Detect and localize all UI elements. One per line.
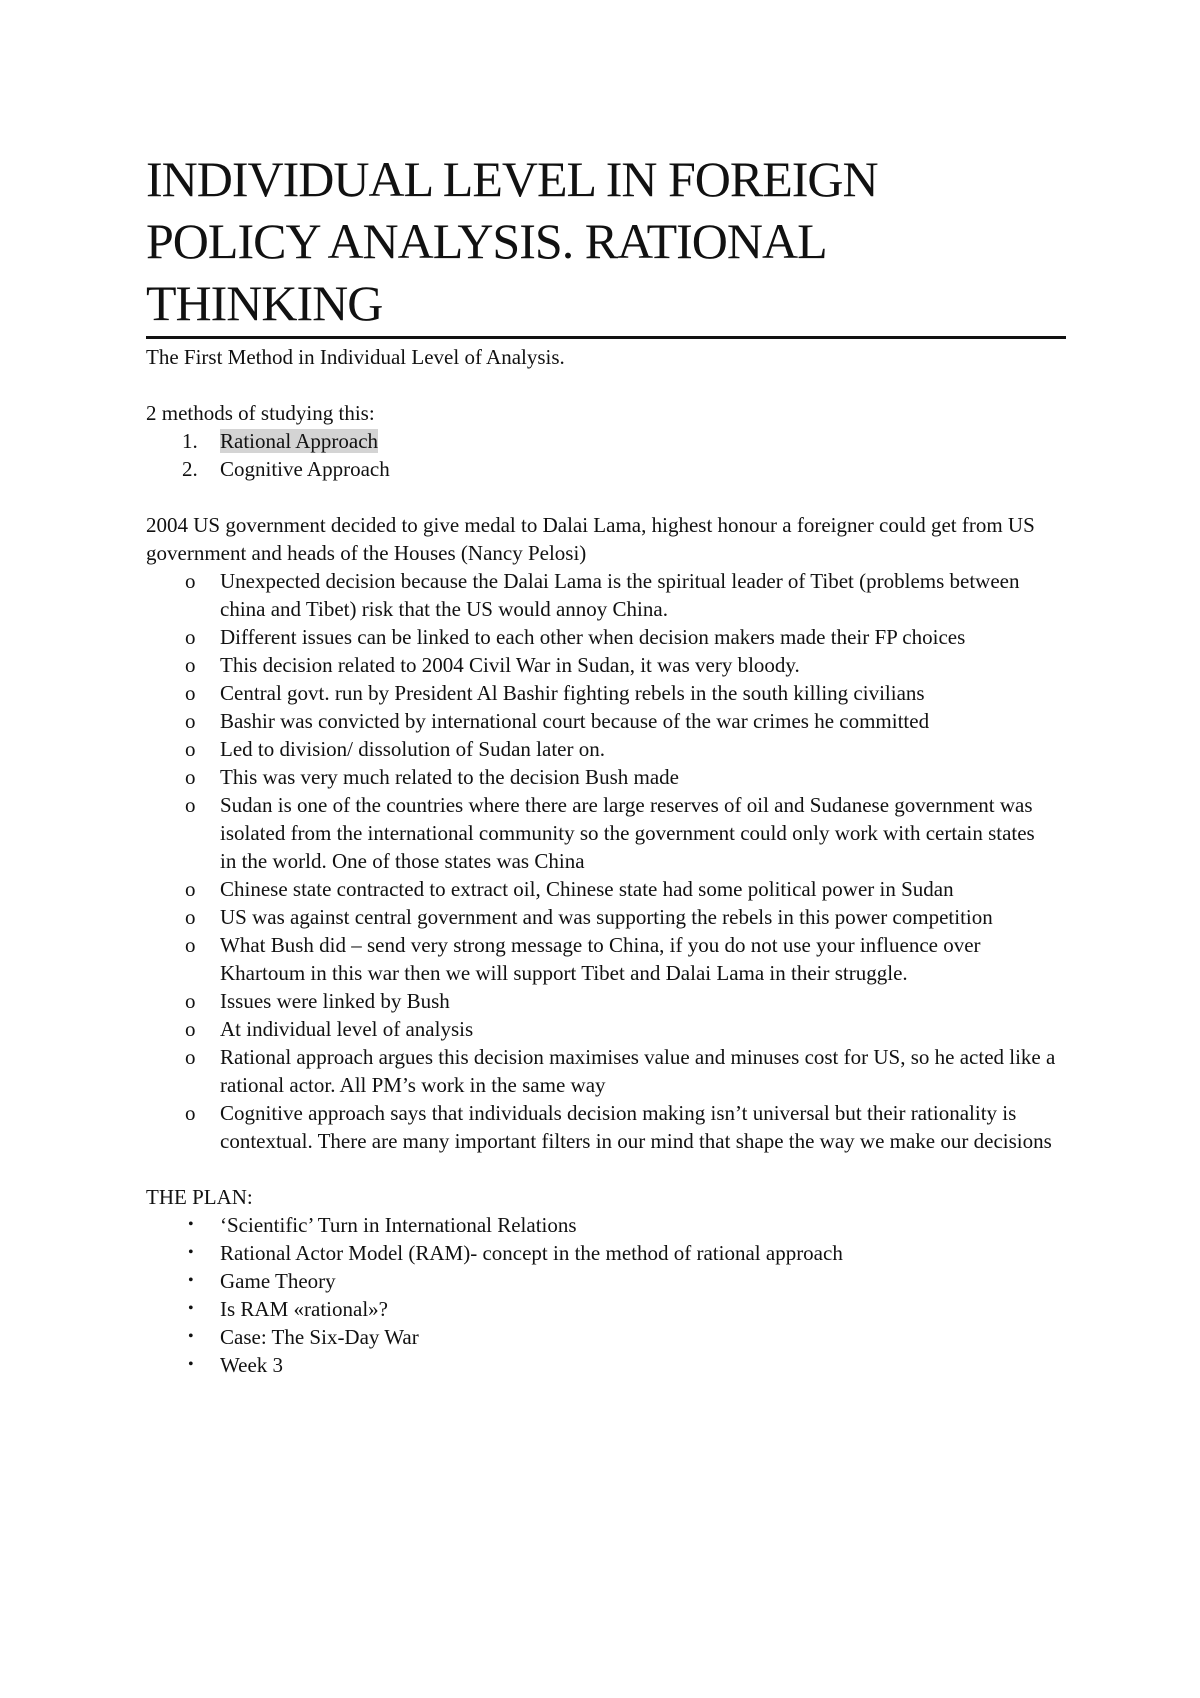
item-text: At individual level of analysis (220, 1017, 474, 1041)
item-text: Unexpected decision because the Dalai Lama is the spiritual leader of Tibet (problems between china and Tibet) risk that the US would annoy China. (220, 569, 1020, 621)
circle-bullet-icon: o (185, 877, 196, 901)
list-item (146, 567, 1066, 623)
plan-list (146, 1211, 1066, 1379)
item-text: US was against central government and was supporting the rebels in this power competition (220, 905, 993, 929)
subtitle: The First Method in Individual Level of Analysis. (146, 345, 565, 369)
document-page (146, 148, 1066, 1379)
circle-bullet-icon: o (185, 1101, 196, 1125)
list-item (146, 651, 1066, 679)
list-item (146, 455, 1066, 483)
title-line: INDIVIDUAL LEVEL IN FOREIGN (146, 151, 878, 207)
list-item (146, 735, 1066, 763)
item-text: Chinese state contracted to extract oil, Chinese state had some political power in Sudan (220, 877, 954, 901)
list-item (146, 987, 1066, 1015)
list-item (146, 903, 1066, 931)
list-item (146, 1015, 1066, 1043)
circle-bullet-icon: o (185, 653, 196, 677)
item-number: 1. (182, 429, 198, 453)
bullet-icon: • (188, 1356, 194, 1373)
list-item (146, 623, 1066, 651)
circle-bullet-icon: o (185, 933, 196, 957)
circle-bullet-icon: o (185, 1017, 196, 1041)
methods-intro: 2 methods of studying this: (146, 401, 375, 425)
circle-bullet-icon: o (185, 793, 196, 817)
circle-bullet-icon: o (185, 765, 196, 789)
circle-bullet-icon: o (185, 709, 196, 733)
spacer (146, 483, 1066, 511)
item-text: Different issues can be linked to each other when decision makers made their FP choices (220, 625, 966, 649)
list-item (146, 707, 1066, 735)
list-item (146, 427, 1066, 455)
circle-bullet-icon: o (185, 989, 196, 1013)
bullet-icon: • (188, 1328, 194, 1345)
item-text: Is RAM «rational»? (220, 1297, 388, 1321)
list-item (146, 1351, 1066, 1379)
list-item (146, 1323, 1066, 1351)
document-title (146, 148, 1066, 339)
item-text: This was very much related to the decision Bush made (220, 765, 679, 789)
item-text: Game Theory (220, 1269, 336, 1293)
item-text: What Bush did – send very strong message to China, if you do not use your influence over Khartoum in this war then we will support Tibet and Dalai Lama in their struggle. (220, 933, 981, 985)
bullet-icon: • (188, 1244, 194, 1261)
list-item (146, 1239, 1066, 1267)
circle-bullet-icon: o (185, 905, 196, 929)
list-item (146, 1099, 1066, 1155)
item-text: Rational approach argues this decision maximises value and minuses cost for US, so he acted like a rational actor. All PM’s work in the same way (220, 1045, 1056, 1097)
list-item (146, 1295, 1066, 1323)
item-text: Sudan is one of the countries where there are large reserves of oil and Sudanese government was isolated from the international community so the government could only work with certain states in the world. One of those states was China (220, 793, 1035, 873)
item-text: Case: The Six-Day War (220, 1325, 419, 1349)
plan-heading: THE PLAN: (146, 1185, 253, 1209)
case-intro: 2004 US government decided to give medal to Dalai Lama, highest honour a foreigner could get from US government and heads of the Houses (Nancy Pelosi) (146, 513, 1035, 565)
spacer (146, 1155, 1066, 1183)
spacer (146, 371, 1066, 399)
item-text: This decision related to 2004 Civil War in Sudan, it was very bloody. (220, 653, 800, 677)
list-item (146, 1211, 1066, 1239)
item-text: Central govt. run by President Al Bashir fighting rebels in the south killing civilians (220, 681, 925, 705)
circle-bullet-icon: o (185, 625, 196, 649)
bullet-icon: • (188, 1216, 194, 1233)
case-points-list (146, 567, 1066, 1155)
item-text: Cognitive Approach (220, 457, 390, 481)
list-item (146, 875, 1066, 903)
list-item (146, 931, 1066, 987)
bullet-icon: • (188, 1272, 194, 1289)
item-text: Rational Actor Model (RAM)- concept in the method of rational approach (220, 1241, 843, 1265)
circle-bullet-icon: o (185, 737, 196, 761)
list-item (146, 679, 1066, 707)
item-text: Rational Approach (220, 429, 379, 453)
item-text: Bashir was convicted by international court because of the war crimes he committed (220, 709, 930, 733)
circle-bullet-icon: o (185, 681, 196, 705)
item-text: Led to division/ dissolution of Sudan later on. (220, 737, 605, 761)
list-item (146, 763, 1066, 791)
item-text: Week 3 (220, 1353, 284, 1377)
circle-bullet-icon: o (185, 569, 196, 593)
item-text: ‘Scientific’ Turn in International Relations (220, 1213, 577, 1237)
methods-list (146, 427, 1066, 483)
item-text: Issues were linked by Bush (220, 989, 450, 1013)
bullet-icon: • (188, 1300, 194, 1317)
circle-bullet-icon: o (185, 1045, 196, 1069)
item-number: 2. (182, 457, 198, 481)
title-line: POLICY ANALYSIS. RATIONAL (146, 213, 827, 269)
document-body (146, 343, 1066, 1379)
list-item (146, 791, 1066, 875)
item-text: Cognitive approach says that individuals decision making isn’t universal but their rationality is contextual. There are many important filters in our mind that shape the way we make our decisions (220, 1101, 1052, 1153)
list-item (146, 1267, 1066, 1295)
list-item (146, 1043, 1066, 1099)
title-line: THINKING (146, 275, 383, 331)
